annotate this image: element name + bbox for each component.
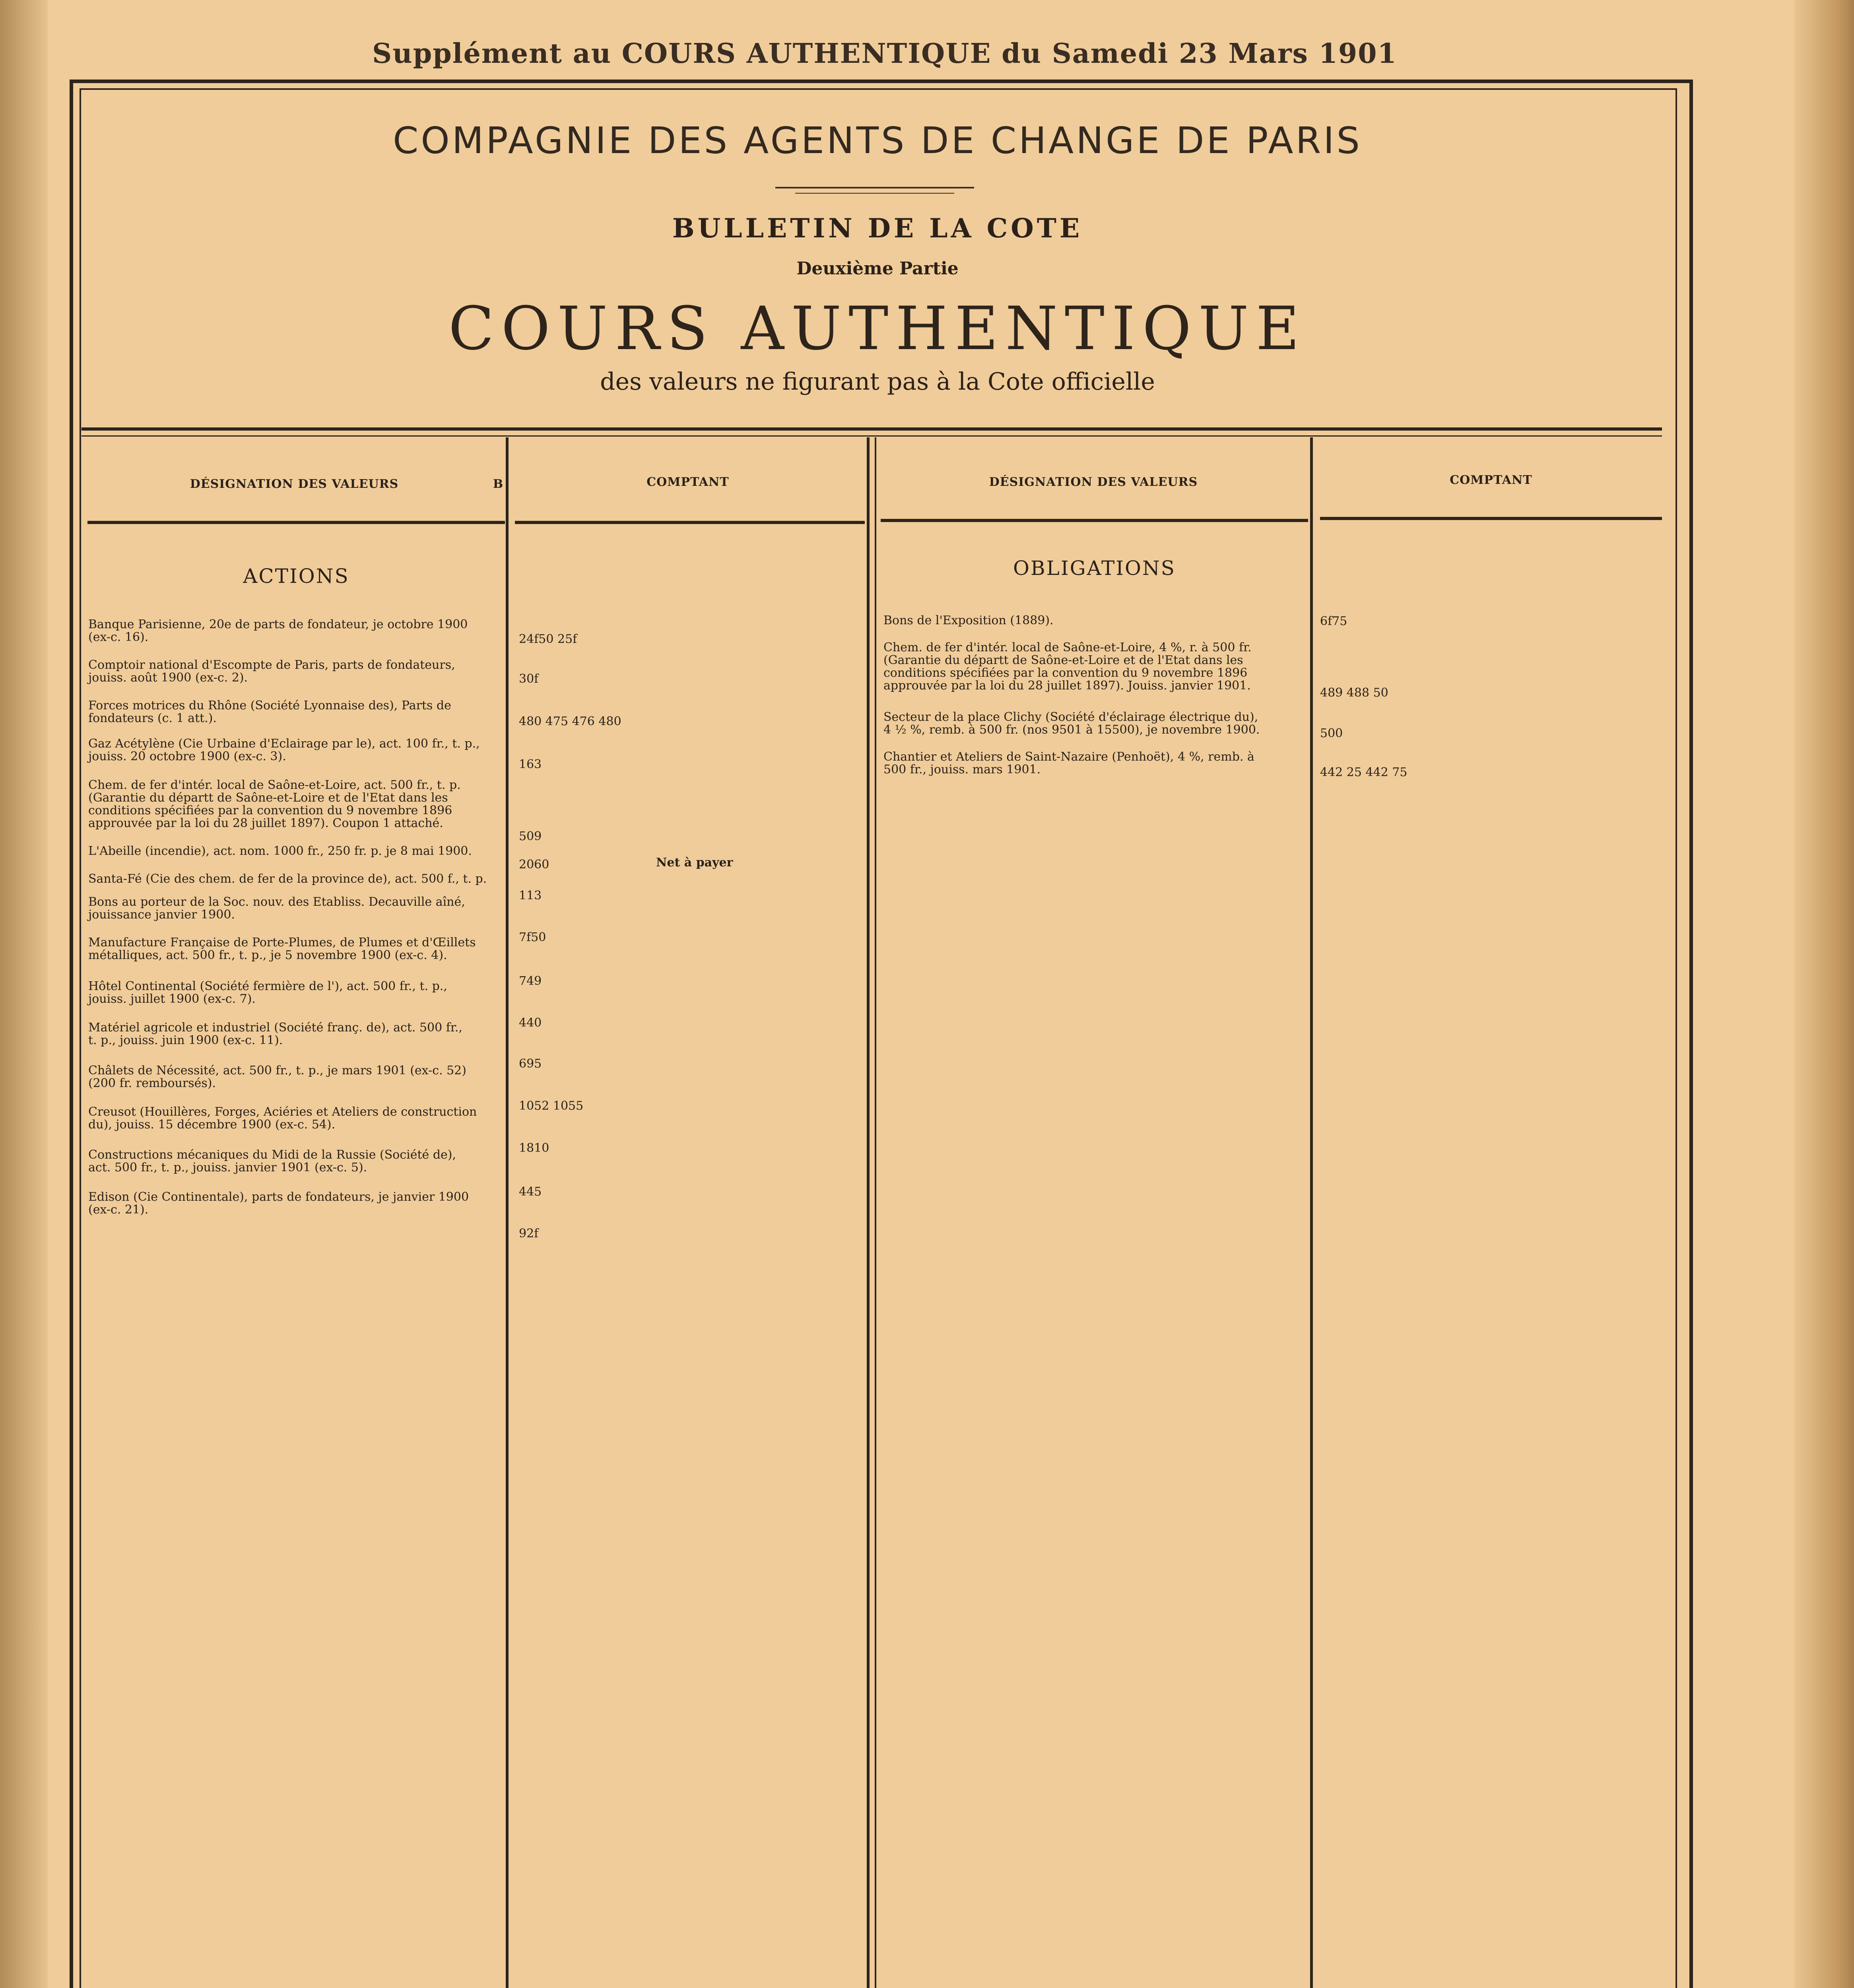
price-value: 30f [519,672,539,686]
price-value: 695 [519,1057,542,1071]
comptant-header-right: COMPTANT [1450,473,1532,487]
obligations-list [883,614,1307,790]
subheader-rule-3 [881,519,1308,522]
supplement-header: Supplément au COURS AUTHENTIQUE du Samedi 23 Mars 1901 [372,38,1397,70]
title-rule [775,187,974,188]
price-value: 509 [519,829,542,843]
company-title: COMPAGNIE DES AGENTS DE CHANGE DE PARIS [393,119,1362,162]
price-value: 7f50 [519,930,546,944]
price-value: 113 [519,889,542,903]
price-value: 1052 1055 [519,1099,584,1113]
list-item: Chem. de fer d'intér. local de Saône-et-Loire, act. 500 fr., t. p. (Garantie du départt de Saône-et-Loire et de l'Etat dans les conditions spécifiées par la convention du 9 novembre 1896 approuvée par la loi du 28 juillet 1897). Coupon 1 attaché. [88,778,461,830]
list-item: Comptoir national d'Escompte de Paris, parts de fondateurs, jouiss. août 1900 (ex-c. 2). [88,658,455,685]
designation-header-right: DÉSIGNATION DES VALEURS [989,475,1198,489]
price-value: 92f [519,1227,539,1241]
list-item: Forces motrices du Rhône (Société Lyonnaise des), Parts de fondateurs (c. 1 att.). [88,699,451,725]
price-value: 480 475 476 480 [519,714,621,728]
price-value: 1810 [519,1141,549,1155]
col-divider-2b [875,437,876,1988]
col-divider-2 [867,437,870,1988]
header-rule-thin [82,435,1662,437]
price-value: 445 [519,1185,542,1199]
list-item: Châlets de Nécessité, act. 500 fr., t. p., je mars 1901 (ex-c. 52) (200 fr. remboursés). [88,1064,466,1090]
list-item: Santa-Fé (Cie des chem. de fer de la province de), act. 500 f., t. p. [88,872,487,886]
list-item: Creusot (Houillères, Forges, Aciéries et Ateliers de construction du), jouiss. 15 décembre 1900 (ex-c. 54). [88,1105,477,1132]
list-item: Hôtel Continental (Société fermière de l'), act. 500 fr., t. p., jouiss. juillet 1900 (ex-c. 7). [88,979,447,1006]
price-value: 500 [1320,726,1343,740]
list-item: Bons de l'Exposition (1889). [883,613,1054,627]
paper-right-edge [1794,0,1854,1988]
list-item: Matériel agricole et industriel (Société franç. de), act. 500 fr., t. p., jouiss. juin 1900 (ex-c. 11). [88,1021,462,1047]
list-item: Secteur de la place Clichy (Société d'éclairage électrique du), 4 ½ %, remb. à 500 fr. (nos 9501 à 15500), je novembre 1900. [883,710,1260,737]
payment-note: Net à payer [656,856,733,870]
subheader-rule-4 [1320,517,1662,520]
list-item: L'Abeille (incendie), act. nom. 1000 fr., 250 fr. p. je 8 mai 1900. [88,844,472,858]
list-item: Chantier et Ateliers de Saint-Nazaire (Penhoët), 4 %, remb. à 500 fr., jouiss. mars 1901. [883,750,1254,777]
bulletin-title: BULLETIN DE LA COTE [672,213,1083,244]
obligations-title: OBLIGATIONS [1013,557,1176,580]
price-value: 24f50 25f [519,632,577,646]
price-value: 163 [519,757,542,771]
list-item: Banque Parisienne, 20e de parts de fondateur, je octobre 1900 (ex-c. 16). [88,617,468,644]
price-value: 6f75 [1320,614,1347,628]
b-mark: B [493,477,504,491]
paper-left-edge [0,0,48,1988]
comptant-header-left: COMPTANT [646,475,729,489]
title-rule-thin [795,193,954,194]
col-divider-1 [506,437,509,1988]
subheader-rule-2 [515,521,865,524]
list-item: Constructions mécaniques du Midi de la Russie (Société de), act. 500 fr., t. p., jouiss. janvier 1901 (ex-c. 5). [88,1148,456,1175]
list-item: Manufacture Française de Porte-Plumes, de Plumes et d'Œillets métalliques, act. 500 fr., t. p., je 5 novembre 1900 (ex-c. 4). [88,936,476,962]
actions-title: ACTIONS [243,565,349,588]
actions-list [88,618,504,1219]
partie-label: Deuxième Partie [796,258,959,279]
subtitle: des valeurs ne figurant pas à la Cote officielle [600,368,1155,396]
main-title: COURS AUTHENTIQUE [448,294,1307,363]
price-value: 749 [519,974,542,988]
list-item: Chem. de fer d'intér. local de Saône-et-Loire, 4 %, r. à 500 fr. (Garantie du départt de Saône-et-Loire et de l'Etat dans les conditions spécifiées par la convention du 9 novembre 1896 approuvée par la loi du 28 juillet 1897). Jouiss. janvier 1901. [883,641,1252,693]
price-value: 442 25 442 75 [1320,765,1407,779]
col-divider-3 [1310,437,1313,1988]
list-item: Bons au porteur de la Soc. nouv. des Etabliss. Decauville aîné, jouissance janvier 1900. [88,895,465,922]
price-value: 440 [519,1016,542,1030]
list-item: Edison (Cie Continentale), parts de fondateurs, je janvier 1900 (ex-c. 21). [88,1190,469,1217]
price-value: 489 488 50 [1320,686,1388,700]
price-value: 2060 [519,858,549,872]
list-item: Gaz Acétylène (Cie Urbaine d'Eclairage par le), act. 100 fr., t. p., jouiss. 20 octobre 1900 (ex-c. 3). [88,737,480,763]
subheader-rule-1 [87,521,505,524]
header-rule [82,427,1662,431]
designation-header-left: DÉSIGNATION DES VALEURS [190,477,399,491]
